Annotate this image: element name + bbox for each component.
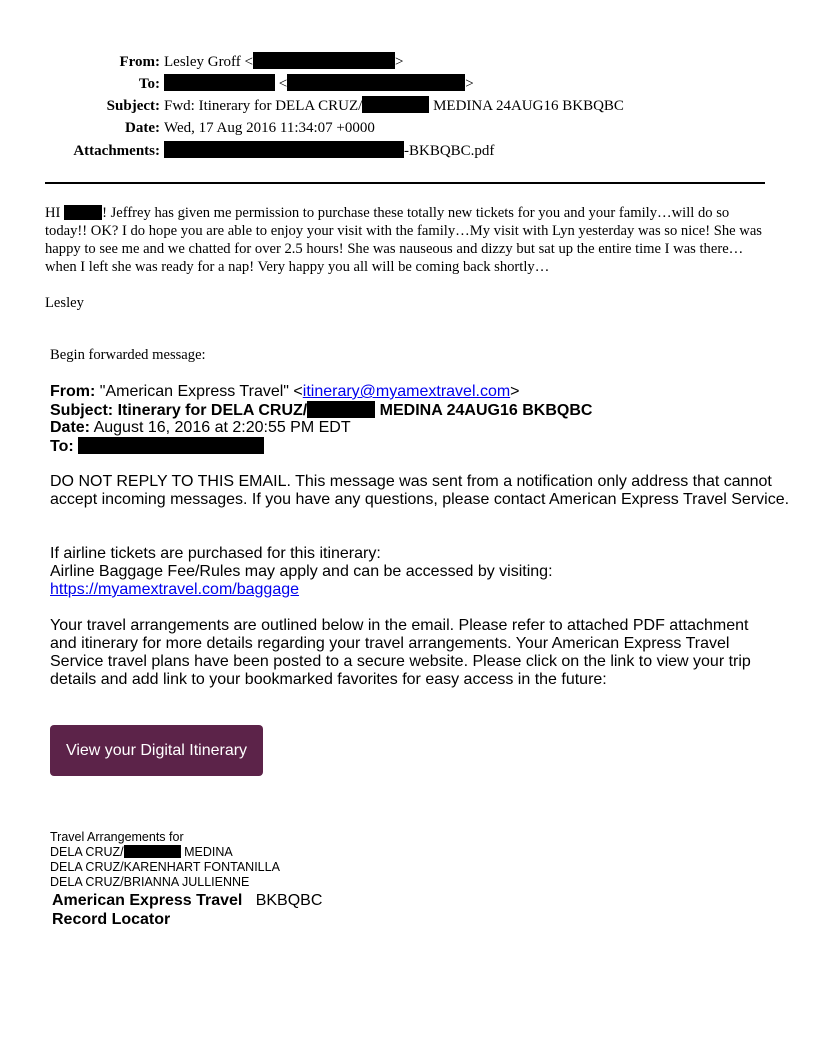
signature: Lesley xyxy=(45,295,84,311)
fwd-from xyxy=(50,383,520,401)
redaction xyxy=(64,205,102,220)
forward-intro: Begin forwarded message: xyxy=(50,347,206,363)
subject-label: Subject: xyxy=(106,98,160,114)
notice-text: DO NOT REPLY TO THIS EMAIL. This message was sent from a notification only address that cannot accept incoming messages. If you have any questions, please contact American Express Travel Service. xyxy=(50,473,790,508)
redaction xyxy=(362,96,429,113)
date-value: Wed, 17 Aug 2016 11:34:07 +0000 xyxy=(164,120,375,136)
bracket: > xyxy=(395,54,404,70)
redaction xyxy=(287,74,465,91)
button-label: View your Digital Itinerary xyxy=(65,741,248,759)
text: If airline tickets are purchased for this itinerary: xyxy=(50,545,381,562)
traveler: DELA CRUZ/BRIANNA JULLIENNE xyxy=(50,875,250,889)
date-label: Date: xyxy=(125,120,160,136)
text: DELA CRUZ/ xyxy=(50,845,124,859)
from-name: Lesley Groff < xyxy=(164,54,253,70)
travelers-heading: Travel Arrangements for xyxy=(50,830,184,844)
locator-value: BKBQBC xyxy=(255,892,323,909)
divider xyxy=(45,182,765,184)
to-label: To: xyxy=(138,76,160,92)
text: MEDINA xyxy=(180,845,233,859)
travelers-list xyxy=(50,830,280,890)
header-subject xyxy=(0,96,624,116)
label: From: xyxy=(50,383,96,400)
header-date xyxy=(0,118,375,138)
subject-text: Fwd: Itinerary for DELA CRUZ/ xyxy=(164,98,363,114)
baggage-info xyxy=(50,545,790,599)
subject-text: MEDINA 24AUG16 BKBQBC xyxy=(429,98,624,114)
baggage-link[interactable]: https://myamextravel.com/baggage xyxy=(50,581,300,598)
value: August 16, 2016 at 2:20:55 PM EDT xyxy=(90,419,351,436)
record-locator xyxy=(52,891,322,929)
from-email-link[interactable]: itinerary@myamextravel.com xyxy=(302,383,511,400)
bracket: < xyxy=(278,76,288,92)
fwd-subject xyxy=(50,401,592,420)
locator-label: Record Locator xyxy=(52,911,171,928)
arrangements-text: Your travel arrangements are outlined below in the email. Please refer to attached PDF attachment and itinerary for more details regarding your travel arrangements. Your American Express Travel Service travel plans have been posted to a secure website. Please click on the link to view your trip details and add link to your bookmarked favorites for easy access in the future: xyxy=(50,617,751,688)
locator-label: American Express Travel xyxy=(52,892,243,909)
bracket: > xyxy=(465,76,474,92)
value: Itinerary for DELA CRUZ/ xyxy=(113,402,308,419)
header-to xyxy=(0,74,474,94)
redaction xyxy=(124,845,181,858)
view-itinerary-button[interactable] xyxy=(50,725,263,776)
label: Subject: xyxy=(50,402,114,419)
message-text: ! Jeffrey has given me permission to purchase these totally new tickets for you and your family…will do so today!! OK? I do hope you are able to enjoy your visit with the family…My visit with Lyn yesterday was so nice! She was happy to see me and we chatted for over 2.5 hours! She was nauseous and dizzy but sat up the entire time I was there…when I left she was ready for a nap! Very happy you all will be coming back shortly… xyxy=(45,205,762,275)
from-label: From: xyxy=(119,54,160,70)
bracket: > xyxy=(510,383,520,400)
label: To: xyxy=(50,438,74,455)
redaction xyxy=(164,74,275,91)
text: Airline Baggage Fee/Rules may apply and can be accessed by visiting: xyxy=(50,563,553,580)
header-from xyxy=(0,52,403,72)
traveler: DELA CRUZ/KARENHART FONTANILLA xyxy=(50,860,280,874)
value: MEDINA 24AUG16 BKBQBC xyxy=(375,402,593,419)
traveler xyxy=(50,845,280,860)
attachments-label: Attachments: xyxy=(73,143,160,159)
attachment-file[interactable]: -BKBQBC.pdf xyxy=(404,143,495,159)
redaction xyxy=(78,437,264,454)
redaction xyxy=(307,401,375,418)
header-attachments xyxy=(0,141,494,161)
fwd-to xyxy=(50,437,264,456)
message-body xyxy=(45,204,773,276)
redaction xyxy=(164,141,404,158)
value: "American Express Travel" < xyxy=(95,383,303,400)
fwd-date xyxy=(50,419,351,437)
greeting: HI xyxy=(45,205,65,221)
redaction xyxy=(253,52,395,69)
label: Date: xyxy=(50,419,91,436)
